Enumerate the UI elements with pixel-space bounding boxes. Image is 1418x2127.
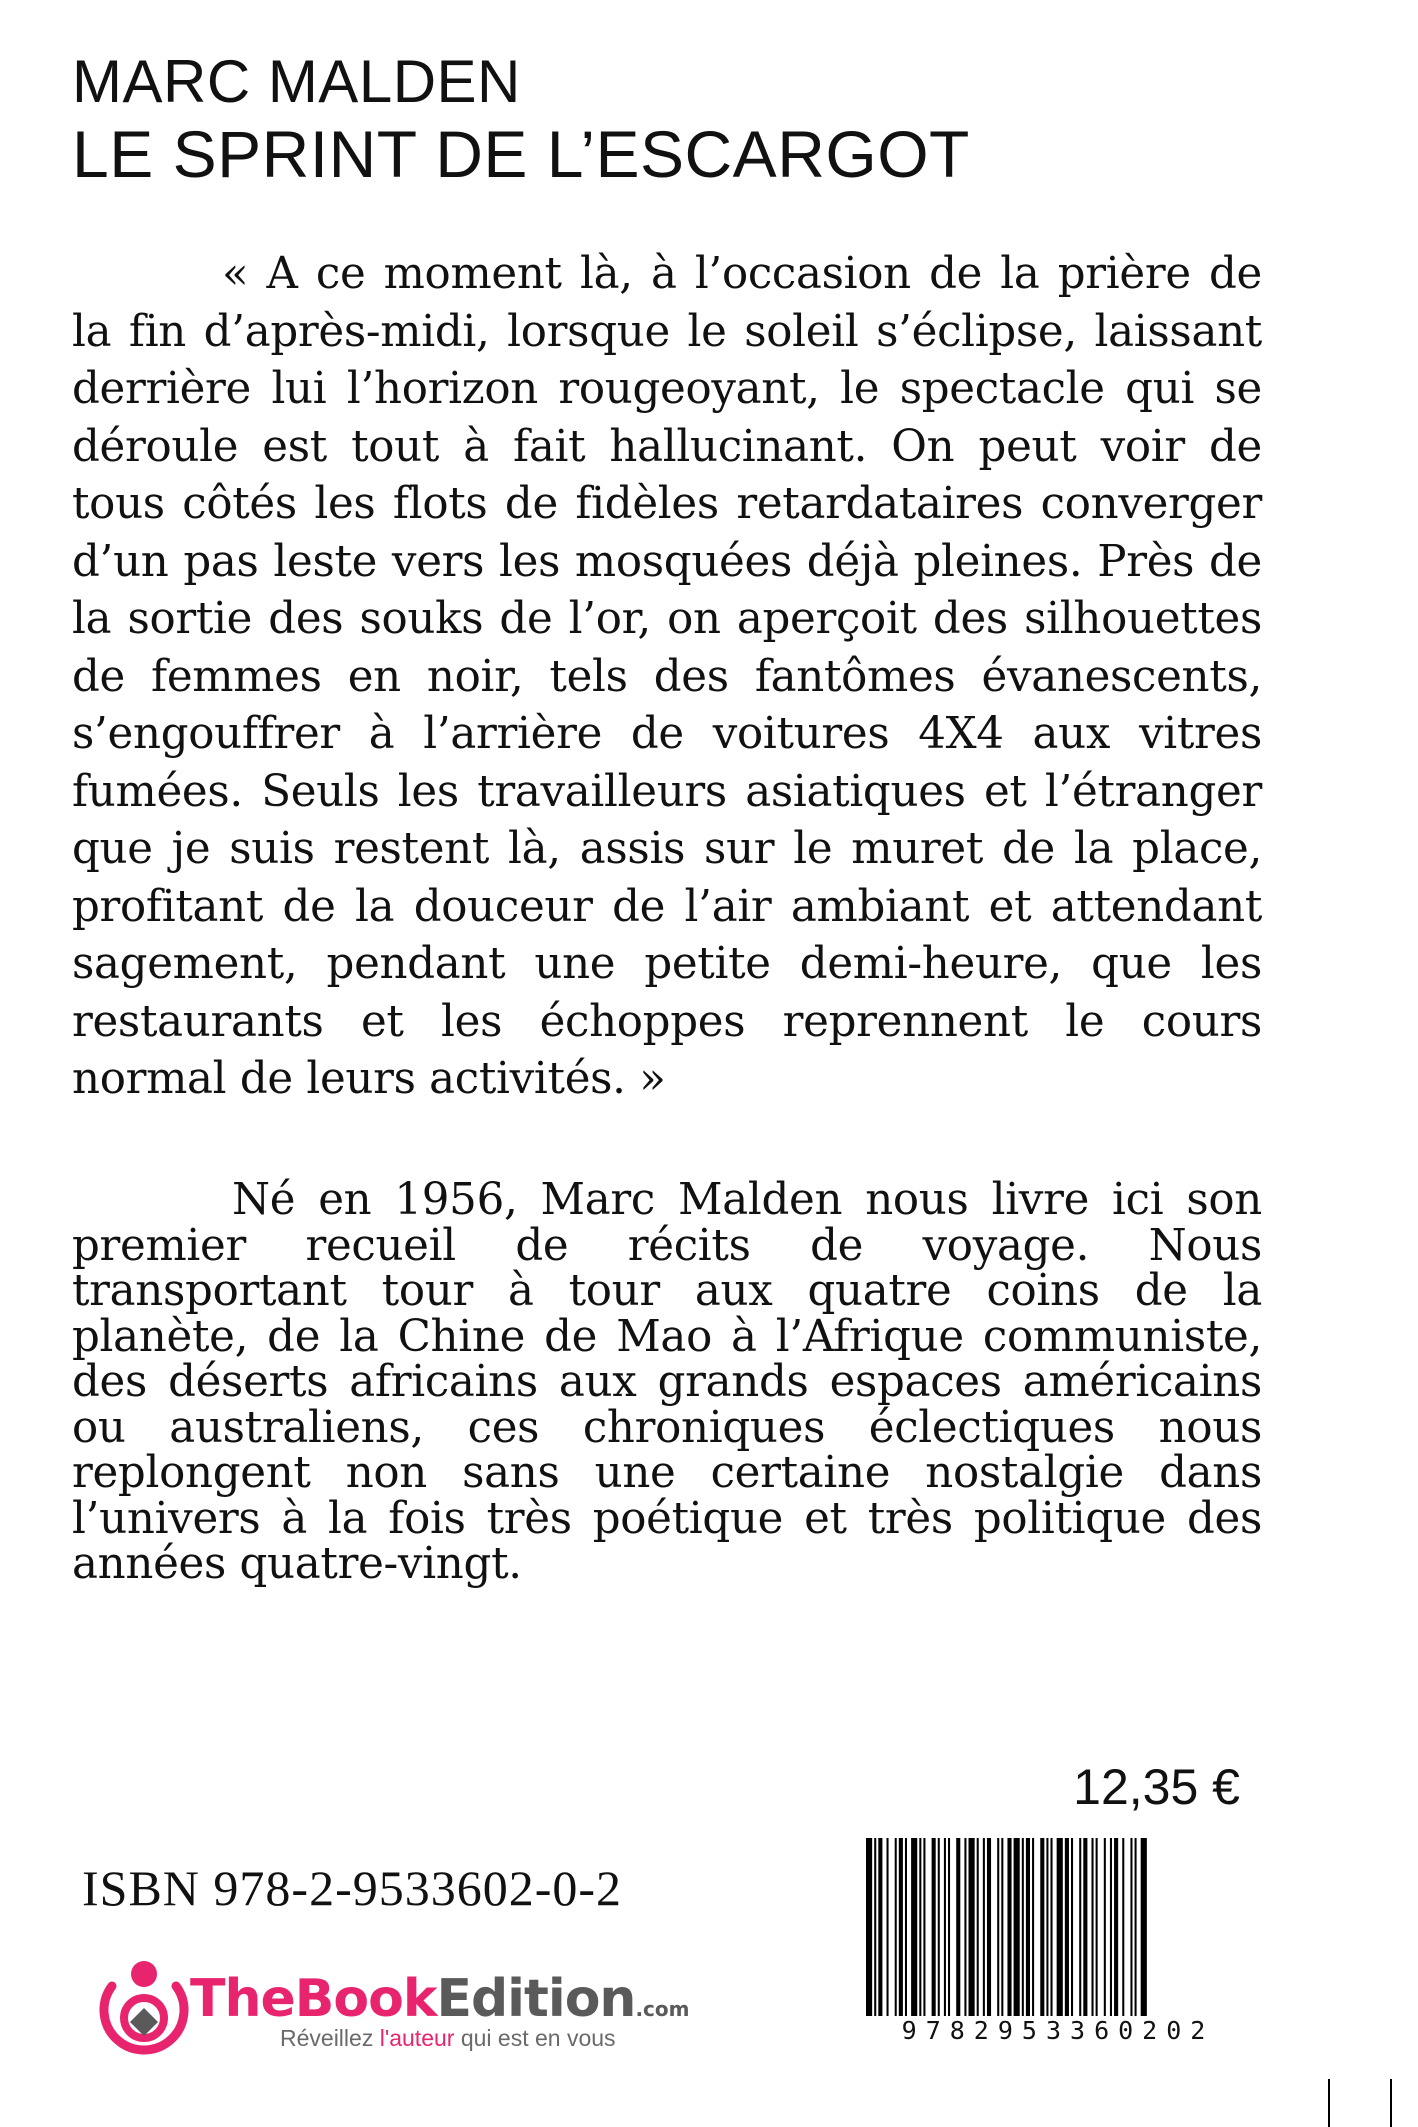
book-title: LE SPRINT DE L’ESCARGOT [72, 117, 970, 191]
person-in-circle-logo-icon [92, 1956, 196, 2066]
publisher-tagline: Réveillez l'auteur qui est en vous [280, 2025, 616, 2051]
excerpt-quote: « A ce moment là, à l’occasion de la prière de la fin d’après-midi, lorsque le soleil s’éclipse, laissant derrière lui l’horizon rougeoyant, le spectacle qui se déroule est tout à fait hallucinant. On peut voir de tous côtés les flots de fidèles retardataires converger d’un pas leste vers les mosquées déjà pleines. Près de la sortie des souks de l’or, on aperçoit des silhouettes de femmes en noir, tels des fantômes évanescents, s’engouffrer à l’arrière de voitures 4X4 aux vitres fumées. Seuls les travailleurs asiatiques et l’étranger que je suis restent là, assis sur le muret de la place, profitant de la douceur de l’air ambiant et attendant sagement, pendant une petite demi-heure, que les restaurants et les échoppes reprennent le cours normal de leurs activités. » [72, 249, 1262, 1104]
crop-mark [1328, 2079, 1330, 2127]
barcode-digits: 9782953360202 [864, 2016, 1252, 2046]
publisher-logo [84, 1956, 704, 2066]
isbn-number: ISBN 978-2-9533602-0-2 [82, 1860, 623, 1916]
barcode-icon [864, 1838, 1252, 2044]
author-bio: Né en 1956, Marc Malden nous livre ici son premier recueil de récits de voyage. Nous transportant tour à tour aux quatre coins de la planète, de la Chine de Mao à l’Afrique communiste, des déserts africains aux grands espaces américains ou australiens, ces chroniques éclectiques nous replongent non sans une certaine nostalgie dans l’univers à la fois très poétique et très politique des années quatre-vingt. [72, 1175, 1262, 1589]
crop-mark [1390, 2079, 1392, 2127]
publisher-brand-name: TheBookEdition.com [190, 1969, 690, 2029]
author-name: MARC MALDEN [72, 48, 521, 115]
price-label: 12,35 € [1073, 1759, 1240, 1815]
